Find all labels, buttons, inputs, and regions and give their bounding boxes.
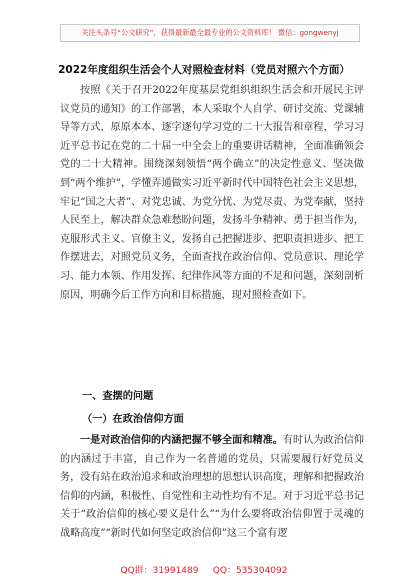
political-belief-paragraph	[60, 432, 364, 556]
paragraph-body-text: 有时认为政治信仰的内涵过于丰富，自己作为一名普通的党员，只需要履行好党员义务，没有站在政治追求和政治理想的思想认识高度，理解和把握政治信仰的内涵，积极性、自觉性和主动性均有不足。对于习近平总书记关于“政治信仰的核心要义是什么”“为什么要将政治信仰置于灵魂的战略高度”“新时代如何坚定政治信仰”这三个富有逻	[60, 435, 364, 539]
section-heading: 一、查摆的问题	[82, 391, 154, 402]
header-banner-text: 关注头条号“公文研究”，获得最新最全最专业的公文资料库！ 微信：gongwenyj	[81, 28, 339, 37]
paragraph-lead-sentence: 一是对政治信仰的内涵把握不够全面和精准。	[80, 435, 283, 446]
intro-paragraph: 按照《关于召开2022年度基层党组织组织生活会和开展民主评议党员的通知》的工作部署，本人采取个人自学、研讨交流、党课辅导等方式，原原本本、逐字逐句学习党的二十大报告和章程，学习习近平总书记在党的二十届一中全会上的重要讲话精神，全面准确领会党的二十大精神。围绕深刻领悟“两个确立”的决定性意义、坚决做到“两个维护”，学懂弄通做实习近平新时代中国特色社会主义思想，牢记“国之大者”、对党忠诚、为党分忧、为党尽责、为党奉献，坚持人民至上，解决群众急难愁盼问题，发扬斗争精神、勇于担当作为，克服形式主义、官僚主义，发扬自己把握进步、把职责担进步、把工作摆进去，对照党员义务，全面查找在政治信仰、党员意识、理论学习、能力本领、作用发挥、纪律作风等方面的不足和问题，深刻剖析原因，明确今后工作方向和目标措施，现对照检查如下。	[60, 85, 364, 301]
header-banner	[60, 24, 360, 42]
sub-heading: （一）在政治信仰方面	[82, 414, 184, 425]
document-title: 2022年度组织生活会个人对照检查材料（党员对照六个方面）	[58, 64, 350, 76]
footer-contact: QQ群：31991489 QQ：535304092	[120, 566, 288, 576]
